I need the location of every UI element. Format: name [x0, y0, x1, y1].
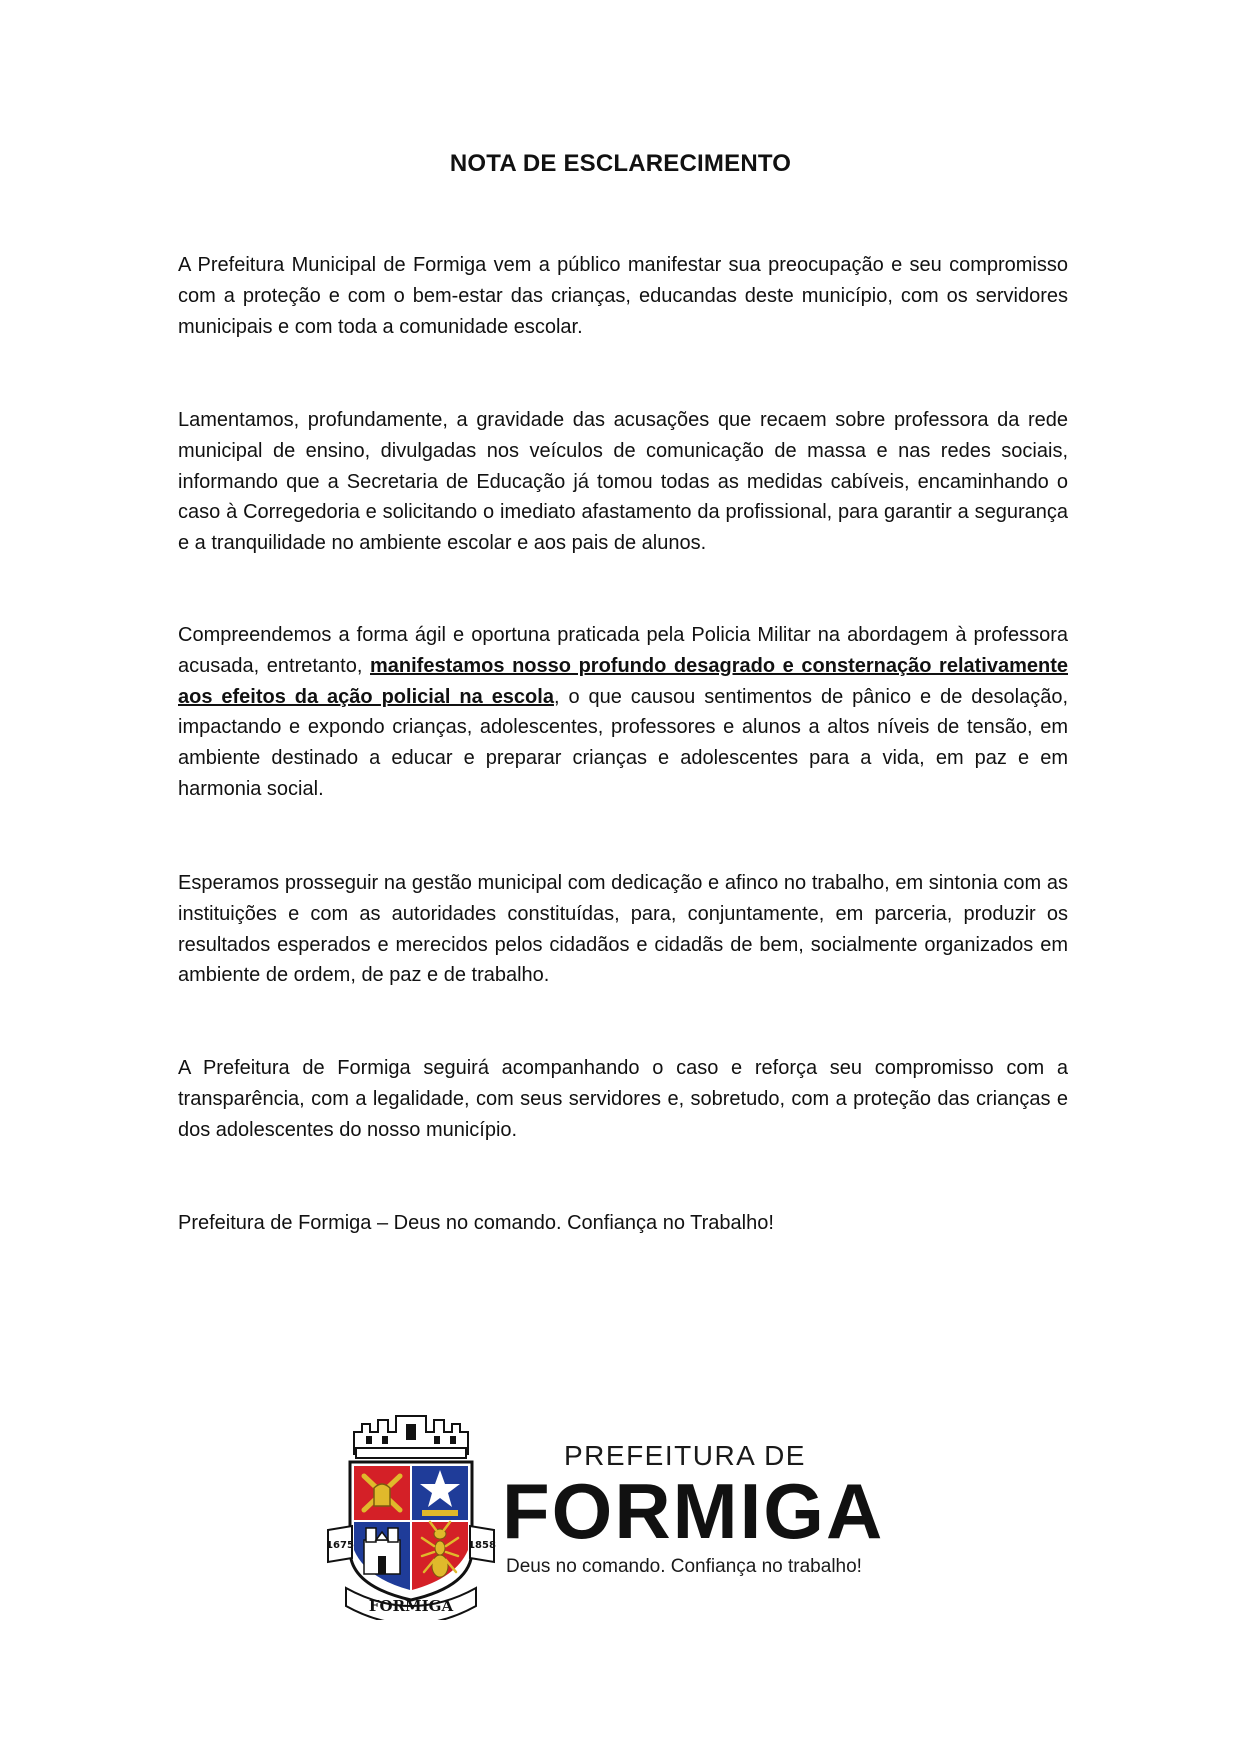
prefeitura-logo [326, 1410, 885, 1620]
logo-slogan: Deus no comando. Confiança no trabalho! [506, 1556, 862, 1577]
crest-ribbon-text: FORMIGA [368, 1597, 454, 1615]
paragraph-3-emphasis: manifestamos nosso profundo desagrado e consternação relativamente aos efeitos da ação policial na escola [178, 654, 1068, 708]
paragraph-3 [178, 620, 1068, 805]
logo-line-formiga: FORMIGA [502, 1467, 885, 1555]
paragraph-3-start: Compreendemos a forma ágil e oportuna praticada pela Policia Militar na abordagem à professora acusada, entretanto, [178, 624, 1068, 677]
crest-year-left: 1675 [326, 1540, 354, 1551]
logo-line-prefeitura: PREFEITURA DE [564, 1440, 806, 1471]
paragraph-1: A Prefeitura Municipal de Formiga vem a público manifestar sua preocupação e seu compromisso com a proteção e com o bem-estar das crianças, educandas deste município, com os servidores municipais e com toda a comunidade escolar. [178, 254, 1068, 338]
document-title: NOTA DE ESCLARECIMENTO [449, 150, 792, 177]
paragraph-2: Lamentamos, profundamente, a gravidade das acusações que recaem sobre professora da rede municipal de ensino, divulgadas nos veículos de comunicação de massa e nas redes sociais, informando que a Secretaria de Educação já tomou todas as medidas cabíveis, encaminhando o caso à Corregedoria e solicitando o imediato afastamento da profissional, para garantir a segurança e a tranquilidade no ambiente escolar e aos pais de alunos. [178, 409, 1068, 555]
closing-line: Prefeitura de Formiga – Deus no comando. Confiança no Trabalho! [178, 1212, 774, 1234]
paragraph-3-end: , o que causou sentimentos de pânico e de desolação, impactando e expondo crianças, adolescentes, professores e alunos a altos níveis de tensão, em ambiente destinado a educar e preparar crianças e adolescentes para a vida, em paz e em harmonia social. [178, 685, 1068, 800]
paragraph-4: Esperamos prosseguir na gestão municipal com dedicação e afinco no trabalho, em sintonia com as instituições e com as autoridades constituídas, para, conjuntamente, em parceria, produzir os resultados esperados e merecidos pelos cidadãos e cidadãs de bem, socialmente organizados em ambiente de ordem, de paz e de trabalho. [178, 872, 1068, 987]
coat-of-arms-icon [326, 1410, 496, 1620]
crest-year-right: 1858 [468, 1540, 496, 1551]
paragraph-5: A Prefeitura de Formiga seguirá acompanhando o caso e reforça seu compromisso com a transparência, com a legalidade, com seus servidores e, sobretudo, com a proteção das crianças e dos adolescentes do nosso município. [178, 1057, 1068, 1141]
